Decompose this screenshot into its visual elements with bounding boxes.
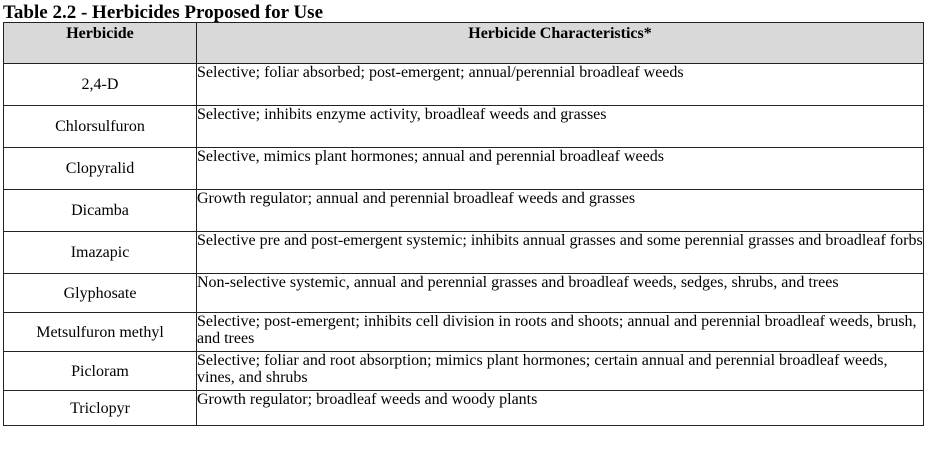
herbicide-name: Triclopyr: [4, 391, 197, 426]
herbicide-name: Picloram: [4, 352, 197, 391]
herbicide-characteristics: Selective pre and post-emergent systemic; inhibits annual grasses and some perennial grasses and broadleaf forbs: [197, 232, 924, 274]
header-herbicide: Herbicide: [4, 23, 197, 64]
herbicide-characteristics: Selective; foliar and root absorption; mimics plant hormones; certain annual and perennial broadleaf weeds, vines, and shrubs: [197, 352, 924, 391]
herbicide-name: Imazapic: [4, 232, 197, 274]
herbicide-characteristics: Selective; inhibits enzyme activity, broadleaf weeds and grasses: [197, 106, 924, 148]
table-row: [4, 148, 924, 190]
herbicide-characteristics: Growth regulator; broadleaf weeds and woody plants: [197, 391, 924, 426]
table-row: [4, 274, 924, 313]
table-row: [4, 190, 924, 232]
herbicide-characteristics: Selective; post-emergent; inhibits cell division in roots and shoots; annual and perennial broadleaf weeds, brush, and trees: [197, 313, 924, 352]
herbicide-characteristics: Growth regulator; annual and perennial broadleaf weeds and grasses: [197, 190, 924, 232]
herbicide-characteristics: Non-selective systemic, annual and perennial grasses and broadleaf weeds, sedges, shrubs, and trees: [197, 274, 924, 313]
table-row: [4, 106, 924, 148]
herbicide-name: Chlorsulfuron: [4, 106, 197, 148]
herbicide-name: Metsulfuron methyl: [4, 313, 197, 352]
table-row: [4, 64, 924, 106]
table-caption: Table 2.2 - Herbicides Proposed for Use: [3, 2, 324, 23]
herbicide-characteristics: Selective, mimics plant hormones; annual and perennial broadleaf weeds: [197, 148, 924, 190]
table-row: [4, 313, 924, 352]
herbicide-name: 2,4-D: [4, 64, 197, 106]
herbicide-name: Glyphosate: [4, 274, 197, 313]
herbicide-name: Clopyralid: [4, 148, 197, 190]
table-row: [4, 391, 924, 426]
table-row: [4, 232, 924, 274]
herbicide-name: Dicamba: [4, 190, 197, 232]
herbicides-table: [3, 22, 924, 426]
table-header-row: [4, 23, 924, 64]
header-characteristics: Herbicide Characteristics*: [197, 23, 924, 64]
table-row: [4, 352, 924, 391]
herbicide-characteristics: Selective; foliar absorbed; post-emergent; annual/perennial broadleaf weeds: [197, 64, 924, 106]
